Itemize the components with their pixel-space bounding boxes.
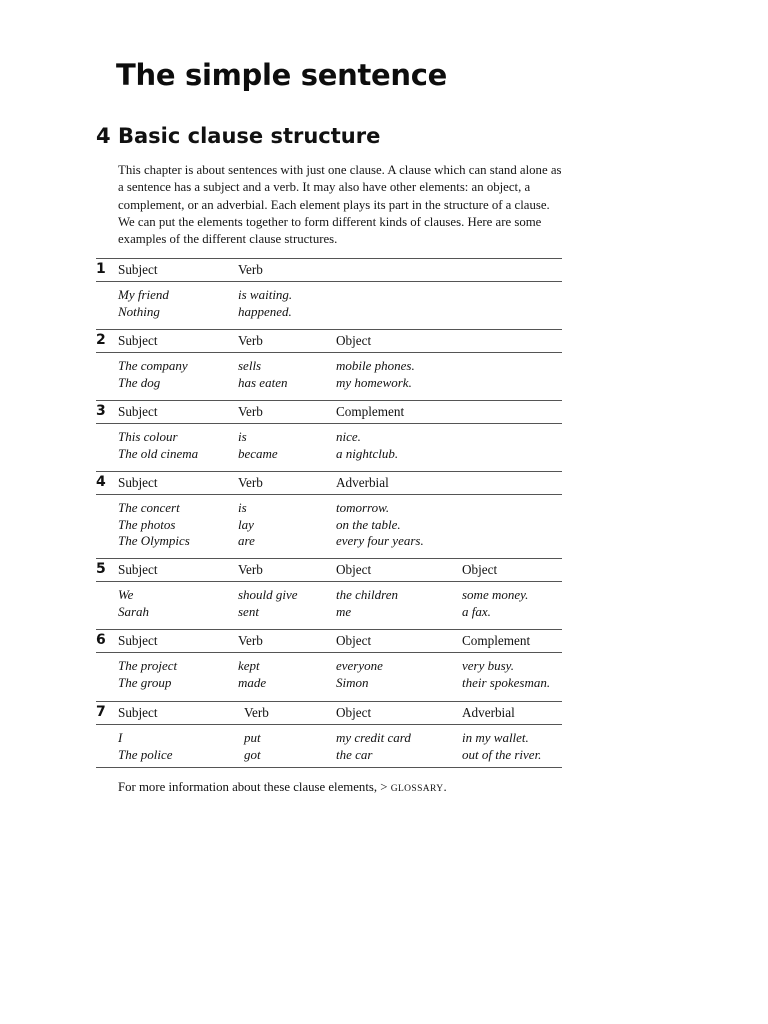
example-verb: are bbox=[238, 533, 255, 548]
example-verb: is bbox=[238, 429, 247, 444]
intro-paragraph: This chapter is about sentences with just one clause. A clause which can stand alone as a sentence has a subject and a verb. It may also have other elements: an object, a complement, or an adverbial. Each element plays its part in the structure of a clause. We can put the elements together to form different kinds of clauses. Here are some examples of the different clause structures. bbox=[118, 163, 562, 247]
header-verb: Verb bbox=[238, 562, 263, 577]
example-row bbox=[96, 747, 562, 764]
example-row bbox=[96, 675, 562, 692]
example-subject: The old cinema bbox=[118, 445, 199, 461]
section-heading-text: Basic clause structure bbox=[118, 124, 381, 148]
example-row bbox=[96, 587, 562, 604]
footer-note bbox=[118, 780, 447, 795]
example-adverbial: out of the river. bbox=[462, 746, 542, 762]
example-verb: has eaten bbox=[238, 374, 288, 390]
example-verb: happened. bbox=[238, 303, 292, 319]
example-complement: nice. bbox=[336, 429, 361, 444]
pattern-number: 1 bbox=[96, 261, 106, 277]
header-verb: Verb bbox=[238, 262, 263, 277]
example-verb: made bbox=[238, 674, 267, 690]
example-subject: We bbox=[118, 587, 134, 602]
header-object: Object bbox=[336, 705, 372, 720]
clause-pattern-3 bbox=[96, 400, 562, 462]
example-row bbox=[96, 658, 562, 675]
footer-end: . bbox=[443, 780, 447, 794]
example-complement: a nightclub. bbox=[336, 445, 399, 461]
pattern-header-row bbox=[96, 258, 562, 282]
example-object-2: some money. bbox=[462, 587, 529, 602]
example-verb: should give bbox=[238, 587, 298, 602]
example-row bbox=[96, 287, 562, 304]
pattern-number: 3 bbox=[96, 403, 106, 419]
clause-pattern-2 bbox=[96, 329, 562, 391]
header-subject: Subject bbox=[118, 333, 158, 348]
example-object: me bbox=[336, 603, 352, 619]
pattern-number: 2 bbox=[96, 332, 106, 348]
section-heading bbox=[96, 124, 380, 148]
pattern-number: 4 bbox=[96, 474, 106, 490]
header-complement: Complement bbox=[462, 633, 531, 648]
header-verb: Verb bbox=[238, 404, 263, 419]
header-object-2: Object bbox=[462, 562, 498, 577]
example-row bbox=[96, 375, 562, 392]
header-object: Object bbox=[336, 562, 372, 577]
example-verb: became bbox=[238, 445, 278, 461]
example-object: my credit card bbox=[336, 730, 411, 745]
header-subject: Subject bbox=[118, 562, 158, 577]
example-object: Simon bbox=[336, 674, 369, 690]
example-subject: The company bbox=[118, 358, 188, 373]
pattern-number: 5 bbox=[96, 561, 106, 577]
page-title: The simple sentence bbox=[116, 58, 447, 92]
example-verb: got bbox=[244, 746, 261, 762]
example-subject: My friend bbox=[118, 287, 169, 302]
example-subject: The concert bbox=[118, 500, 180, 515]
example-subject: The group bbox=[118, 674, 172, 690]
example-subject: This colour bbox=[118, 429, 178, 444]
example-row bbox=[96, 446, 562, 463]
example-verb: lay bbox=[238, 516, 254, 532]
header-complement: Complement bbox=[336, 404, 405, 419]
example-row bbox=[96, 533, 562, 550]
header-subject: Subject bbox=[118, 705, 158, 720]
header-adverbial: Adverbial bbox=[462, 705, 515, 720]
example-object: everyone bbox=[336, 658, 383, 673]
example-row bbox=[96, 730, 562, 747]
example-subject: The photos bbox=[118, 516, 176, 532]
clause-pattern-4 bbox=[96, 471, 562, 550]
clause-pattern-6 bbox=[96, 629, 562, 691]
pattern-number: 6 bbox=[96, 632, 106, 648]
glossary-link[interactable]: GLOSSARY bbox=[390, 784, 444, 794]
example-subject: The project bbox=[118, 658, 178, 673]
example-row bbox=[96, 304, 562, 321]
example-adverbial: tomorrow. bbox=[336, 500, 390, 515]
pattern-header-row bbox=[96, 558, 562, 582]
clause-pattern-1 bbox=[96, 258, 562, 320]
example-row bbox=[96, 429, 562, 446]
example-object: the children bbox=[336, 587, 398, 602]
pattern-header-row bbox=[96, 400, 562, 424]
header-adverbial: Adverbial bbox=[336, 475, 389, 490]
example-object-2: a fax. bbox=[462, 603, 491, 619]
example-verb: sent bbox=[238, 603, 259, 619]
pattern-header-row bbox=[96, 471, 562, 495]
header-subject: Subject bbox=[118, 633, 158, 648]
example-row bbox=[96, 500, 562, 517]
example-row bbox=[96, 517, 562, 534]
header-verb: Verb bbox=[238, 475, 263, 490]
header-verb: Verb bbox=[238, 633, 263, 648]
pattern-header-row bbox=[96, 329, 562, 353]
clause-pattern-7 bbox=[96, 701, 562, 768]
section-number: 4 bbox=[96, 124, 111, 148]
header-subject: Subject bbox=[118, 262, 158, 277]
example-subject: The dog bbox=[118, 374, 161, 390]
pattern-header-row bbox=[96, 701, 562, 725]
example-row bbox=[96, 358, 562, 375]
example-object: mobile phones. bbox=[336, 358, 415, 373]
example-verb: is bbox=[238, 500, 247, 515]
example-object: my homework. bbox=[336, 374, 412, 390]
header-subject: Subject bbox=[118, 475, 158, 490]
pattern-header-row bbox=[96, 629, 562, 653]
example-verb: sells bbox=[238, 358, 262, 373]
example-verb: is waiting. bbox=[238, 287, 293, 302]
example-subject: Nothing bbox=[118, 303, 160, 319]
example-verb: kept bbox=[238, 658, 260, 673]
example-complement: their spokesman. bbox=[462, 674, 551, 690]
header-object: Object bbox=[336, 633, 372, 648]
pattern-number: 7 bbox=[96, 704, 106, 720]
example-adverbial: in my wallet. bbox=[462, 730, 529, 745]
example-object: the car bbox=[336, 746, 373, 762]
header-verb: Verb bbox=[244, 705, 269, 720]
example-subject: I bbox=[118, 730, 123, 745]
footer-text: For more information about these clause elements, > bbox=[118, 780, 391, 794]
example-row bbox=[96, 604, 562, 621]
example-subject: The Olympics bbox=[118, 533, 190, 548]
clause-pattern-5 bbox=[96, 558, 562, 620]
header-verb: Verb bbox=[238, 333, 263, 348]
example-subject: The police bbox=[118, 746, 173, 762]
example-adverbial: on the table. bbox=[336, 516, 401, 532]
header-subject: Subject bbox=[118, 404, 158, 419]
example-adverbial: every four years. bbox=[336, 533, 424, 548]
example-verb: put bbox=[244, 730, 261, 745]
example-subject: Sarah bbox=[118, 603, 150, 619]
header-object: Object bbox=[336, 333, 372, 348]
example-complement: very busy. bbox=[462, 658, 514, 673]
